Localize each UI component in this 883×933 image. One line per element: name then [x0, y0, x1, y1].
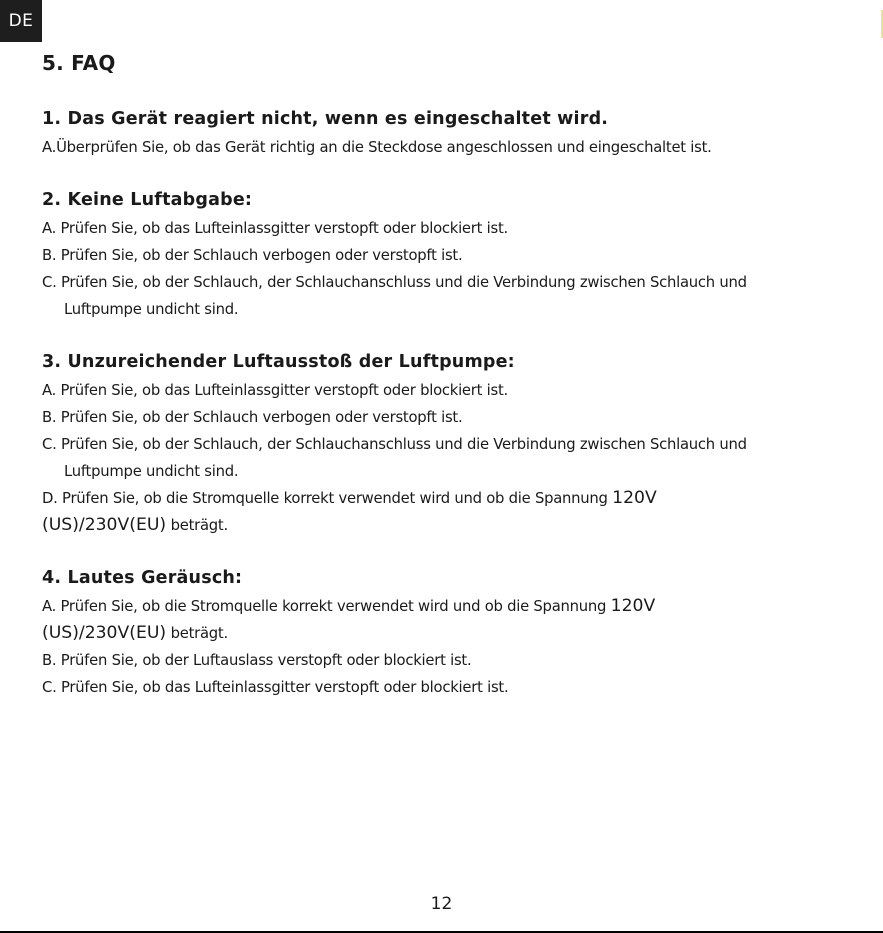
faq-line-continuation: Luftpumpe undicht sind.	[64, 301, 239, 318]
faq-line: C. Prüfen Sie, ob das Lufteinlassgitter verstopft oder blockiert ist.	[42, 679, 509, 696]
voltage-eu: (US)/230V(EU)	[42, 515, 167, 535]
faq-line	[42, 593, 842, 620]
faq-line-continuation: Luftpumpe undicht sind.	[64, 463, 239, 480]
faq-line: B. Prüfen Sie, ob der Schlauch verbogen oder verstopft ist.	[42, 409, 463, 426]
faq-heading-3: 3. Unzureichender Luftausstoß der Luftpumpe:	[42, 352, 515, 372]
faq-item-1	[42, 107, 842, 161]
faq-heading-1: 1. Das Gerät reagiert nicht, wenn es eingeschaltet wird.	[42, 109, 609, 129]
faq-line-text: beträgt.	[170, 517, 228, 534]
faq-line	[42, 485, 842, 512]
faq-line: A.Überprüfen Sie, ob das Gerät richtig an die Steckdose angeschlossen und eingeschaltet ist.	[42, 139, 712, 156]
faq-item-2	[42, 188, 842, 323]
voltage-eu: (US)/230V(EU)	[42, 623, 167, 643]
faq-line-text: A. Prüfen Sie, ob die Stromquelle korrekt verwendet wird und ob die Spannung	[42, 598, 607, 615]
page-number: 12	[430, 894, 453, 914]
faq-line: A. Prüfen Sie, ob das Lufteinlassgitter verstopft oder blockiert ist.	[42, 220, 508, 237]
faq-line: B. Prüfen Sie, ob der Schlauch verbogen oder verstopft ist.	[42, 247, 463, 264]
faq-line: B. Prüfen Sie, ob der Luftauslass verstopft oder blockiert ist.	[42, 652, 472, 669]
voltage-us: 120V	[610, 596, 656, 616]
faq-line-text: beträgt.	[170, 625, 228, 642]
faq-line	[42, 620, 842, 647]
faq-heading-4: 4. Lautes Geräusch:	[42, 568, 243, 588]
language-badge: DE	[0, 0, 42, 42]
faq-line: C. Prüfen Sie, ob der Schlauch, der Schlauchanschluss und die Verbindung zwischen Schlauch und	[42, 274, 747, 291]
faq-content	[42, 48, 842, 701]
faq-item-3	[42, 350, 842, 539]
faq-line: C. Prüfen Sie, ob der Schlauch, der Schlauchanschluss und die Verbindung zwischen Schlauch und	[42, 436, 747, 453]
faq-heading-2: 2. Keine Luftabgabe:	[42, 190, 253, 210]
voltage-us: 120V	[612, 488, 657, 508]
faq-line	[42, 512, 842, 539]
faq-line-text: D. Prüfen Sie, ob die Stromquelle korrekt verwendet wird und ob die Spannung	[42, 490, 608, 507]
page-title: 5. FAQ	[42, 51, 116, 75]
faq-item-4	[42, 566, 842, 701]
faq-line: A. Prüfen Sie, ob das Lufteinlassgitter verstopft oder blockiert ist.	[42, 382, 508, 399]
